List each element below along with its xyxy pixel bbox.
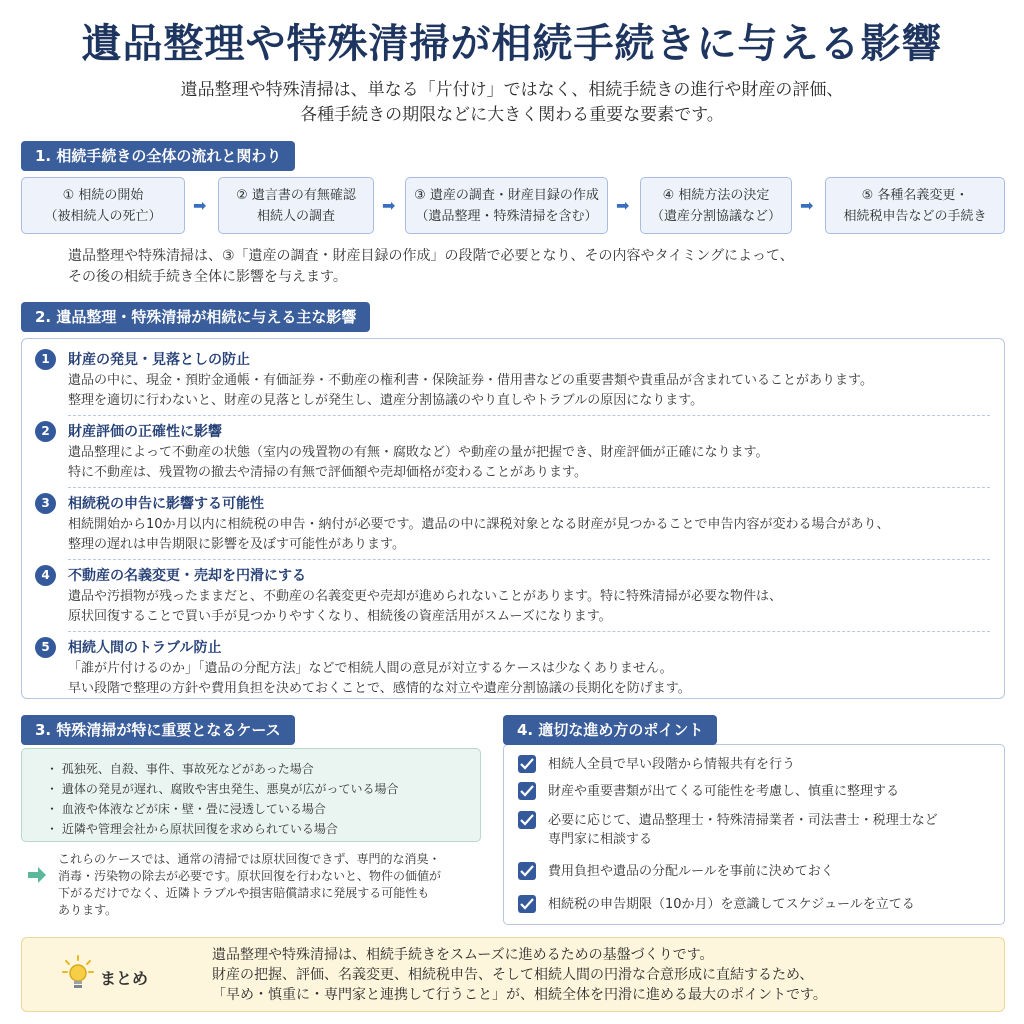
- summary-line3: 「早め・慎重に・専門家と連携して行うこと」が、相続全体を円滑に進める最大のポイントです。: [212, 987, 827, 1003]
- intro-text: [0, 78, 1024, 128]
- impact-title: 財産評価の正確性に影響: [68, 424, 222, 440]
- impact-desc: [68, 587, 782, 627]
- section1-heading: 1. 相続手続きの全体の流れと関わり: [21, 141, 295, 171]
- section2-heading: 2. 遺品整理・特殊清掃が相続に与える主な影響: [21, 302, 370, 332]
- checkbox-checked-icon: [518, 811, 536, 829]
- checkbox-checked-icon: [518, 895, 536, 913]
- impact-title: 相続税の申告に影響する可能性: [68, 496, 264, 512]
- intro-line-1: 遺品整理や特殊清掃は、単なる「片付け」ではなく、相続手続きの進行や財産の評価、: [180, 80, 844, 100]
- points-panel: [503, 744, 1005, 925]
- case-note-line: 下がるだけでなく、近隣トラブルや損害賠償請求に発展する可能性も: [58, 886, 430, 900]
- flow-step-2: [218, 177, 374, 234]
- intro-line-2: 各種手続きの期限などに大きく関わる重要な要素です。: [300, 105, 724, 125]
- impact-desc-line2: 整理の遅れは申告期限に影響を及ぼす可能性があります。: [68, 537, 405, 552]
- case-list: [21, 748, 481, 842]
- number-badge-icon: 3: [35, 493, 56, 514]
- flow-step-1-line2: （被相続人の死亡）: [44, 209, 162, 224]
- number-badge-icon: 4: [35, 565, 56, 586]
- flow-step-3-line1: ③ 遺産の調査・財産目録の作成: [414, 188, 599, 203]
- flow-step-3: [405, 177, 608, 234]
- number-badge-icon: 2: [35, 421, 56, 442]
- checkbox-checked-icon: [518, 862, 536, 880]
- impact-desc-line2: 原状回復することで買い手が見つかりやすくなり、相続後の資産活用がスムーズになります。: [68, 609, 612, 624]
- list-item: ・ 遺体の発見が遅れ、腐敗や害虫発生、悪臭が広がっている場合: [46, 782, 399, 796]
- impact-title: 相続人間のトラブル防止: [68, 640, 222, 656]
- divider: [68, 631, 990, 632]
- flow-step-2-line2: 相続人の調査: [256, 209, 335, 224]
- page-title: 遺品整理や特殊清掃が相続手続きに与える影響: [81, 21, 943, 67]
- flow-step-3-line2: （遺品整理・特殊清掃を含む）: [415, 209, 598, 224]
- point-text-line2: 専門家に相談する: [548, 832, 653, 847]
- case-note-line: これらのケースでは、通常の清掃では原状回復できず、専門的な消臭・: [58, 852, 441, 866]
- arrow-right-icon: ➡: [382, 196, 396, 215]
- checkbox-checked-icon: [518, 782, 536, 800]
- impact-desc-line2: 早い段階で整理の方針や費用負担を決めておくことで、感情的な対立や遺産分割協議の長期化を防げます。: [68, 681, 691, 696]
- arrow-right-icon: ➡: [616, 196, 630, 215]
- impact-desc-line1: 遺品の中に、現金・預貯金通帳・有価証券・不動産の権利書・保険証券・借用書などの重要書類や貴重品が含まれていることがあります。: [68, 373, 873, 388]
- point-text: 相続税の申告期限（10か月）を意識してスケジュールを立てる: [548, 897, 915, 912]
- section3-heading: 3. 特殊清掃が特に重要となるケース: [21, 715, 295, 745]
- summary-text: [212, 945, 827, 1005]
- impact-title: 不動産の名義変更・売却を円滑にする: [68, 568, 306, 584]
- impact-panel: [21, 338, 1005, 699]
- impact-desc-line1: 遺品や汚損物が残ったままだと、不動産の名義変更や売却が進められないことがあります。特に特殊清掃が必要な物件は、: [68, 589, 782, 604]
- flow-step-1: [21, 177, 185, 234]
- point-text: 費用負担や遺品の分配ルールを事前に決めておく: [548, 864, 834, 879]
- impact-desc-line2: 整理を適切に行わないと、財産の見落としが発生し、遺産分割協議のやり直しやトラブルの原因になります。: [68, 393, 704, 408]
- flow-note-line2: その後の相続手続き全体に影響を与えます。: [68, 269, 347, 285]
- list-item: ・ 血液や体液などが床・壁・畳に浸透している場合: [46, 802, 326, 816]
- impact-desc-line2: 特に不動産は、残置物の撤去や清掃の有無で評価額や売却価格が変わることがあります。: [68, 465, 587, 480]
- teal-arrow-icon: [26, 864, 48, 886]
- point-text-line1: 必要に応じて、遺品整理士・特殊清掃業者・司法書士・税理士など: [548, 813, 938, 828]
- checkbox-checked-icon: [518, 755, 536, 773]
- flow-step-4-line1: ④ 相続方法の決定: [662, 188, 770, 203]
- flow-step-4: [640, 177, 792, 234]
- case-note: [58, 851, 441, 919]
- number-badge-icon: 5: [35, 637, 56, 658]
- impact-desc: [68, 515, 890, 555]
- impact-desc-line1: 「誰が片付けるのか」「遺品の分配方法」などで相続人間の意見が対立するケースは少なくありません。: [68, 661, 673, 676]
- divider: [68, 559, 990, 560]
- point-text: 財産や重要書類が出てくる可能性を考慮し、慎重に整理する: [548, 784, 900, 799]
- impact-desc: [68, 371, 873, 411]
- flow-step-2-line1: ② 遺言書の有無確認: [236, 188, 356, 203]
- divider: [68, 415, 990, 416]
- list-item: ・ 近隣や管理会社から原状回復を求められている場合: [46, 822, 338, 836]
- impact-desc-line1: 遺品整理によって不動産の状態（室内の残置物の有無・腐敗など）や動産の量が把握でき、財産評価が正確になります。: [68, 445, 769, 460]
- impact-desc: [68, 659, 691, 699]
- summary-label: まとめ: [100, 969, 149, 988]
- flow-step-1-line1: ① 相続の開始: [62, 188, 144, 203]
- divider: [68, 487, 990, 488]
- arrow-right-icon: ➡: [193, 196, 207, 215]
- summary-box: [21, 937, 1005, 1012]
- point-text: 相続人全員で早い段階から情報共有を行う: [548, 757, 796, 772]
- list-item: ・ 孤独死、自殺、事件、事故死などがあった場合: [46, 762, 314, 776]
- flow-step-4-line2: （遺産分割協議など）: [650, 209, 781, 224]
- summary-line1: 遺品整理や特殊清掃は、相続手続きをスムーズに進めるための基盤づくりです。: [212, 947, 714, 963]
- case-note-line: あります。: [58, 903, 118, 917]
- case-note-line: 消毒・汚染物の除去が必要です。原状回復を行わないと、物件の価値が: [58, 869, 442, 883]
- flow-note-line1: 遺品整理や特殊清掃は、③「遺産の調査・財産目録の作成」の段階で必要となり、その内容やタイミングによって、: [68, 248, 794, 264]
- point-text: [548, 811, 938, 849]
- number-badge-icon: 1: [35, 349, 56, 370]
- flow-step-5-line2: 相続税申告などの手続き: [843, 209, 987, 224]
- flow-step-5-line1: ⑤ 各種名義変更・: [861, 188, 969, 203]
- section4-heading: 4. 適切な進め方のポイント: [503, 715, 717, 745]
- flow-step-5: [825, 177, 1005, 234]
- summary-line2: 財産の把握、評価、名義変更、相続税申告、そして相続人間の円滑な合意形成に直結するため、: [212, 967, 814, 983]
- arrow-right-icon: ➡: [800, 196, 814, 215]
- lightbulb-icon: [62, 955, 94, 995]
- flow-note: [68, 246, 794, 288]
- impact-desc-line1: 相続開始から10か月以内に相続税の申告・納付が必要です。遺品の中に課税対象となる財産が見つかることで申告内容が変わる場合があり、: [68, 517, 890, 532]
- impact-desc: [68, 443, 768, 483]
- impact-title: 財産の発見・見落としの防止: [68, 352, 250, 368]
